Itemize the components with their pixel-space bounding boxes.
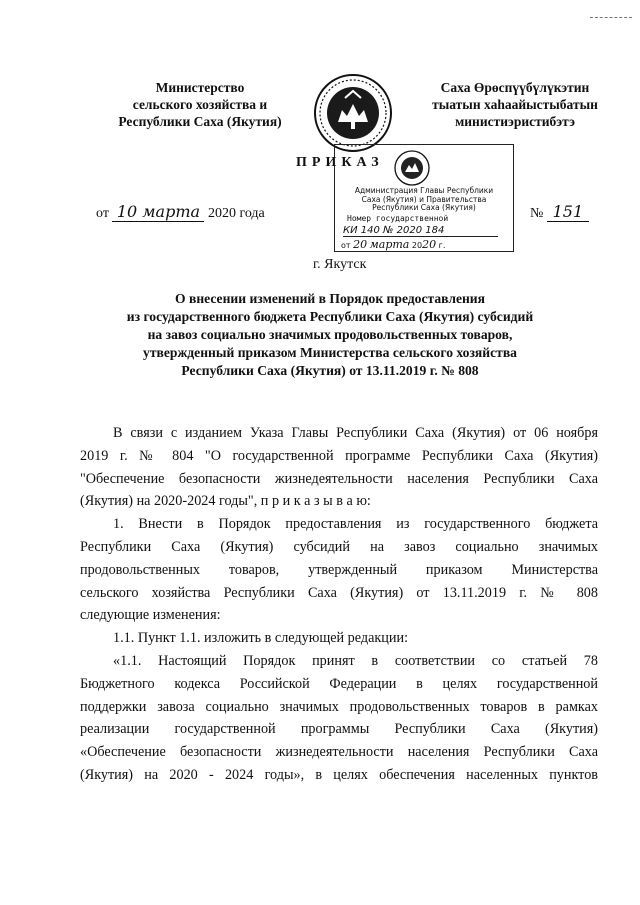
body-line: сельского хозяйства Республики Саха (Якутия) от 13.11.2019 г. № 808 [80, 584, 598, 601]
order-body [80, 422, 598, 787]
stamp-reg-number: КИ 140 № 2020 184 [343, 225, 498, 237]
body-line: «1.1. Настоящий Порядок принят в соответствии со статьей 78 [113, 652, 598, 669]
body-line: следующие изменения: [80, 607, 221, 624]
stamp-reg-label: Номер государственной [347, 214, 449, 223]
body-line: (Якутия) на 2020-2024 годы", п р и к а з ы в а ю: [80, 493, 371, 510]
body-line: (Якутия) на 2020 - 2024 годы», в целях обеспечения населенных пунктов [80, 766, 598, 783]
order-number: № 151 [530, 202, 589, 222]
ministry-name-sakha: Саха Өрөспүүбүлүкэтин тыатын хаһаайыстыбатын министиэристибэтэ [432, 80, 598, 129]
order-subject: О внесении изменений в Порядок предоставления из государственного бюджета Республики Саха (Якутия) субсидий на завоз социально значимых продовольственных товаров, утвержденный приказом Министерства сельского хозяйства Республики Саха (Якутия) от 13.11.2019 г. № 808 [126, 291, 534, 378]
body-line: 2019 г. № 804 "О государственной программе Республики Саха (Якутия) [80, 447, 598, 464]
body-line: "Обеспечение безопасности жизнедеятельности населения Республики Саха [80, 470, 598, 487]
registration-stamp [334, 144, 514, 252]
body-line: Бюджетного кодекса Российской Федерации в целях государственной [80, 675, 598, 692]
body-line: В связи с изданием Указа Главы Республики Саха (Якутия) от 06 ноября [113, 425, 598, 441]
document-title: ПРИКАЗ [296, 155, 384, 170]
corner-mark [590, 17, 632, 18]
coat-of-arms-emblem [312, 72, 394, 154]
body-line: реализации государственной программы Республики Саха (Якутия) [80, 721, 598, 738]
stamp-authority: Администрация Главы Республики Саха (Якутия) и Правительства Республики Саха (Якутия) [354, 186, 494, 213]
body-line: поддержки завоза социально значимых продовольственных товаров в рамках [80, 698, 598, 715]
body-line: 1.1. Пункт 1.1. изложить в следующей редакции: [113, 630, 409, 647]
body-line: продовольственных товаров, утвержденный приказом Министерства [80, 561, 598, 578]
body-line: Республики Саха (Якутия) субсидий на завоз социально значимых [80, 538, 598, 555]
body-line: «Обеспечение безопасности жизнедеятельности населения Республики Саха [80, 744, 598, 761]
order-date: от 10 марта 2020 года [96, 202, 265, 221]
stamp-emblem [393, 149, 431, 187]
ministry-name-ru: Министерство сельского хозяйства и Республики Саха (Якутия) [118, 80, 282, 129]
city: г. Якутск [313, 257, 367, 272]
stamp-date: от 20 марта 2020 г. [341, 238, 446, 251]
body-line: 1. Внести в Порядок предоставления из государственного бюджета [113, 516, 598, 533]
